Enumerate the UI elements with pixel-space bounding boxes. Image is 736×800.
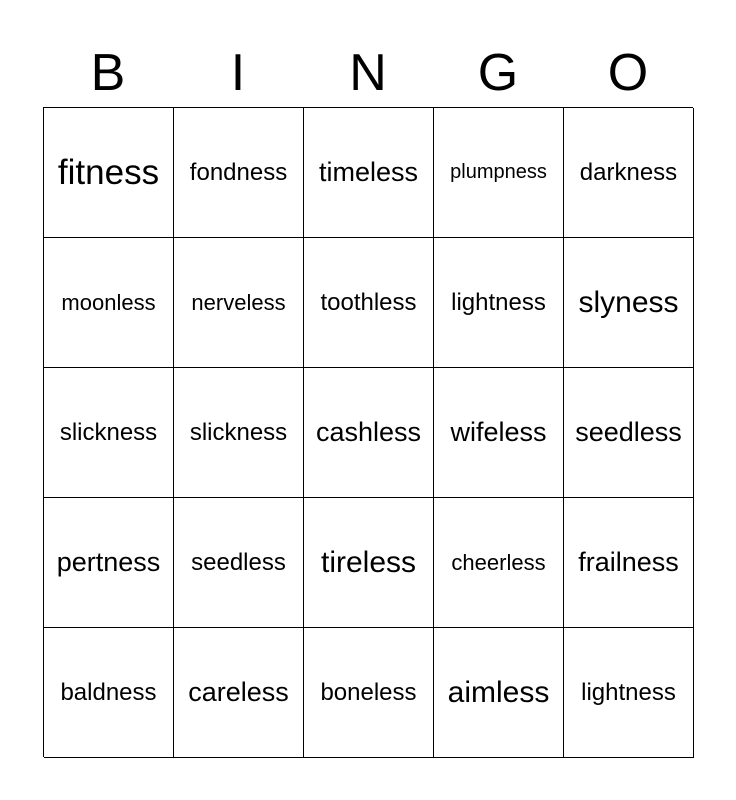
header-letter-b: B bbox=[90, 44, 126, 102]
bingo-cell: slickness bbox=[174, 368, 304, 498]
bingo-cell: plumpness bbox=[434, 108, 564, 238]
bingo-cell: aimless bbox=[434, 628, 564, 758]
bingo-cell: nerveless bbox=[174, 238, 304, 368]
bingo-cell: tireless bbox=[304, 498, 434, 628]
header-letter-n: N bbox=[349, 44, 387, 102]
bingo-cell: slickness bbox=[44, 368, 174, 498]
bingo-cell: moonless bbox=[44, 238, 174, 368]
bingo-cell: lightness bbox=[434, 238, 564, 368]
bingo-cell: frailness bbox=[564, 498, 694, 628]
bingo-cell: lightness bbox=[564, 628, 694, 758]
header-letter-o: O bbox=[607, 44, 649, 102]
bingo-cell: timeless bbox=[304, 108, 434, 238]
bingo-cell: wifeless bbox=[434, 368, 564, 498]
bingo-cell: darkness bbox=[564, 108, 694, 238]
bingo-cell: toothless bbox=[304, 238, 434, 368]
bingo-cell: cheerless bbox=[434, 498, 564, 628]
bingo-cell: fitness bbox=[44, 108, 174, 238]
bingo-header bbox=[43, 40, 693, 106]
bingo-cell: baldness bbox=[44, 628, 174, 758]
bingo-cell: cashless bbox=[304, 368, 434, 498]
header-letter-g: G bbox=[477, 44, 519, 102]
bingo-grid bbox=[43, 107, 693, 757]
bingo-cell: fondness bbox=[174, 108, 304, 238]
bingo-cell: seedless bbox=[564, 368, 694, 498]
bingo-cell: boneless bbox=[304, 628, 434, 758]
bingo-cell: slyness bbox=[564, 238, 694, 368]
bingo-cell: careless bbox=[174, 628, 304, 758]
bingo-cell: seedless bbox=[174, 498, 304, 628]
bingo-cell: pertness bbox=[44, 498, 174, 628]
header-letter-i: I bbox=[230, 44, 246, 102]
